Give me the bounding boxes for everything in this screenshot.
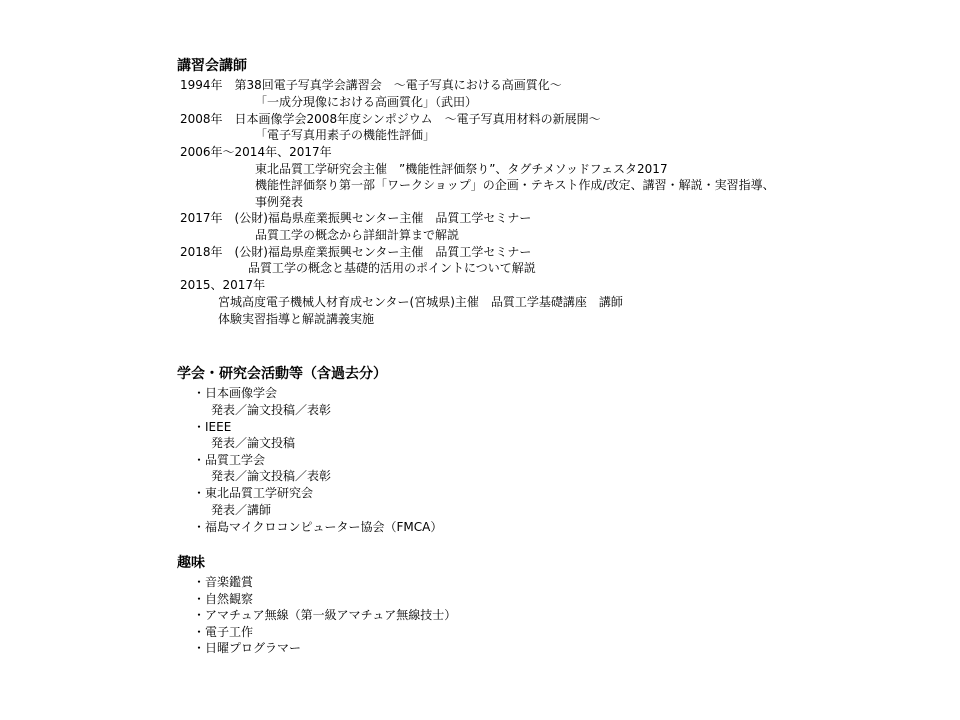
lectures-line: 「電子写真用素子の機能性評価」	[255, 128, 436, 142]
lectures-line: 2008年 日本画像学会2008年度シンポジウム ～電子写真用材料の新展開～	[180, 112, 601, 126]
societies-line: 発表／論文投稿	[211, 436, 296, 450]
lectures-line: 体験実習指導と解説講義実施	[218, 312, 375, 326]
lectures-line: 2015、2017年	[180, 278, 266, 292]
societies-line: ・東北品質工学研究会	[193, 486, 314, 500]
lectures-line: 1994年 第38回電子写真学会講習会 ～電子写真における高画質化～	[180, 78, 562, 92]
hobbies-line: ・日曜プログラマー	[193, 641, 302, 655]
lectures-line: 品質工学の概念から詳細計算まで解説	[255, 228, 460, 242]
lectures-line: 機能性評価祭り第一部「ワークショップ」の企画・テキスト作成/改定、講習・解説・実習指導、	[255, 178, 775, 192]
hobbies-line: ・自然観察	[193, 592, 254, 606]
lectures-line: 2006年～2014年、2017年	[180, 145, 332, 159]
societies-heading: 学会・研究会活動等（含過去分）	[177, 366, 387, 382]
lectures-line: 事例発表	[255, 195, 304, 209]
lectures-line: 宮城高度電子機械人材育成センター(宮城県)主催 品質工学基礎講座 講師	[218, 295, 623, 309]
lectures-line: 2017年 (公財)福島県産業振興センター主催 品質工学セミナー	[180, 211, 532, 225]
lectures-line: 品質工学の概念と基礎的活用のポイントについて解説	[248, 261, 536, 275]
societies-line: 発表／論文投稿／表彰	[211, 469, 332, 483]
lectures-heading: 講習会講師	[177, 58, 247, 74]
hobbies-line: ・音楽鑑賞	[193, 575, 254, 589]
lectures-line: 2018年 (公財)福島県産業振興センター主催 品質工学セミナー	[180, 245, 532, 259]
hobbies-line: ・アマチュア無線（第一級アマチュア無線技士）	[193, 608, 457, 622]
societies-line: ・福島マイクロコンピューター協会（FMCA）	[193, 520, 443, 534]
societies-line: ・日本画像学会	[193, 386, 278, 400]
societies-line: ・品質工学会	[193, 453, 266, 467]
lectures-line: 東北品質工学研究会主催 ”機能性評価祭り”、タグチメソッドフェスタ2017	[255, 162, 668, 176]
societies-line: 発表／論文投稿／表彰	[211, 403, 332, 417]
lectures-line: 「一成分現像における高画質化」（武田）	[255, 95, 478, 109]
hobbies-line: ・電子工作	[193, 625, 254, 639]
hobbies-heading: 趣味	[177, 555, 205, 571]
societies-line: ・IEEE	[193, 420, 232, 434]
societies-line: 発表／講師	[211, 503, 272, 517]
